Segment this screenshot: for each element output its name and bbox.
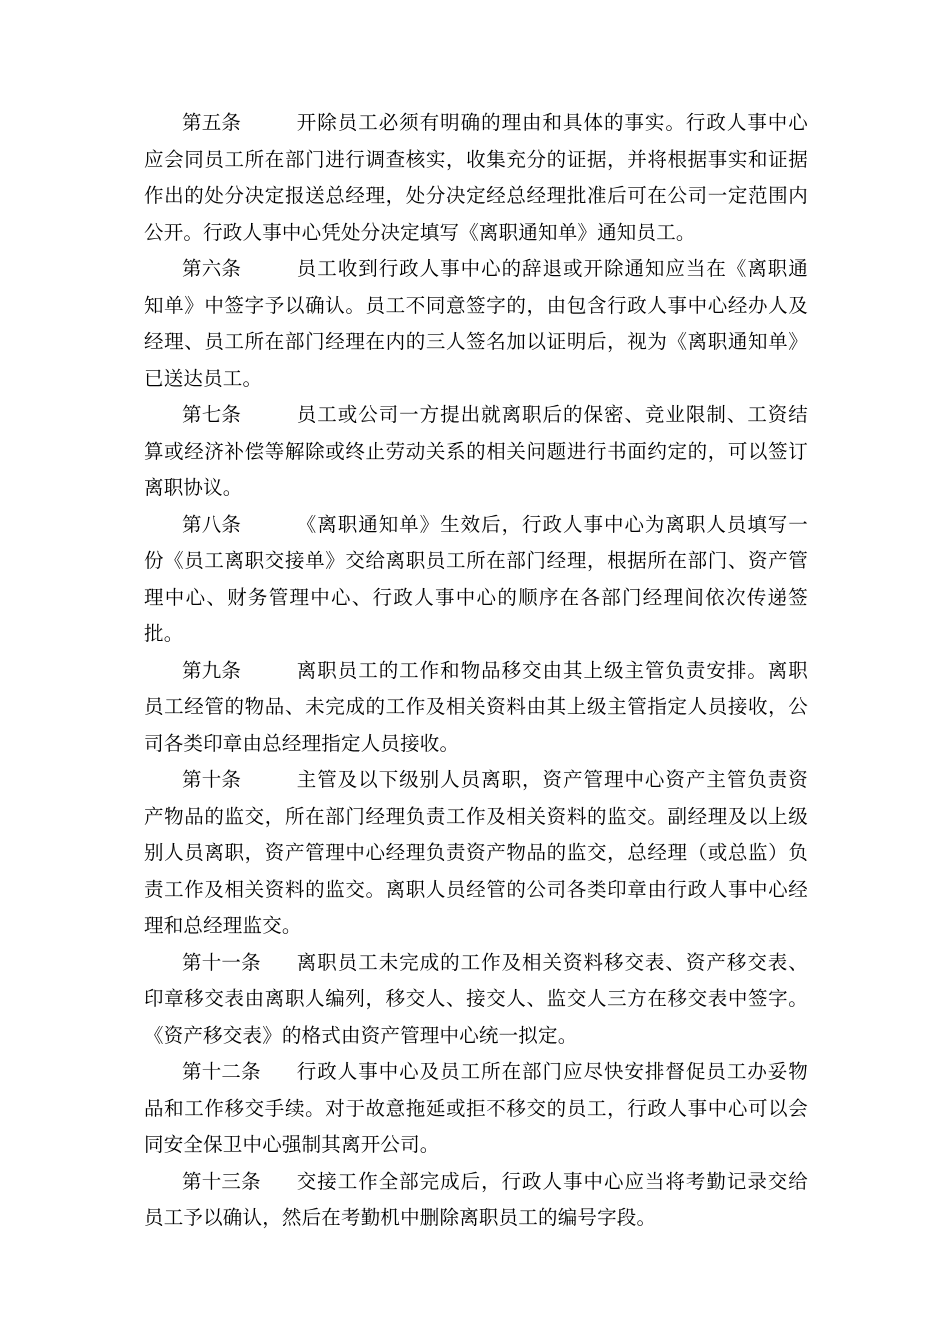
article-text: 离职员工的工作和物品移交由其上级主管负责安排。离职员工经管的物品、未完成的工作及相关资料由其上级主管指定人员接收，公司各类印章由总经理指定人员接收。 [144, 658, 808, 755]
article-text: 《离职通知单》生效后，行政人事中心为离职人员填写一份《员工离职交接单》交给离职员工所在部门经理，根据所在部门、资产管理中心、财务管理中心、行政人事中心的顺序在各部门经理间依次传递签批。 [144, 512, 808, 645]
article-text: 主管及以下级别人员离职，资产管理中心资产主管负责资产物品的监交，所在部门经理负责工作及相关资料的监交。副经理及以上级别人员离职，资产管理中心经理负责资产物品的监交，总经理（或总监）负责工作及相关资料的监交。离职人员经管的公司各类印章由行政人事中心经理和总经理监交。 [144, 768, 808, 937]
article-7 [144, 397, 808, 507]
article-10 [144, 762, 808, 945]
article-text: 员工收到行政人事中心的辞退或开除通知应当在《离职通知单》中签字予以确认。员工不同意签字的，由包含行政人事中心经办人及经理、员工所在部门经理在内的三人签名加以证明后，视为《离职通知单》已送达员工。 [144, 257, 808, 390]
article-text: 开除员工必须有明确的理由和具体的事实。行政人事中心应会同员工所在部门进行调查核实，收集充分的证据，并将根据事实和证据作出的处分决定报送总经理，处分决定经总经理批准后可在公司一定范围内公开。行政人事中心凭处分决定填写《离职通知单》通知员工。 [144, 111, 808, 244]
article-number: 第十条 [182, 768, 242, 791]
article-number: 第六条 [182, 257, 242, 280]
article-number: 第十三条 [182, 1169, 261, 1193]
article-9 [144, 653, 808, 763]
article-6 [144, 251, 808, 397]
article-12 [144, 1054, 808, 1164]
article-number: 第十二条 [182, 1060, 261, 1083]
article-13 [144, 1164, 808, 1237]
article-number: 第七条 [182, 403, 242, 426]
article-5 [144, 105, 808, 251]
article-text: 交接工作全部完成后，行政人事中心应当将考勤记录交给员工予以确认，然后在考勤机中删除离职员工的编号字段。 [144, 1169, 808, 1229]
article-8 [144, 507, 808, 653]
article-text: 员工或公司一方提出就离职后的保密、竞业限制、工资结算或经济补偿等解除或终止劳动关系的相关问题进行书面约定的，可以签订离职协议。 [144, 403, 808, 499]
article-number: 第十一条 [182, 950, 261, 974]
article-number: 第五条 [182, 111, 242, 134]
article-number: 第九条 [182, 658, 242, 682]
article-text: 行政人事中心及员工所在部门应尽快安排督促员工办妥物品和工作移交手续。对于故意拖延或拒不移交的员工，行政人事中心可以会同安全保卫中心强制其离开公司。 [144, 1060, 808, 1156]
article-text: 离职员工未完成的工作及相关资料移交表、资产移交表、印章移交表由离职人编列，移交人、接交人、监交人三方在移交表中签字。《资产移交表》的格式由资产管理中心统一拟定。 [144, 950, 808, 1047]
document-page [144, 105, 808, 1237]
article-number: 第八条 [182, 512, 242, 536]
article-11 [144, 945, 808, 1055]
